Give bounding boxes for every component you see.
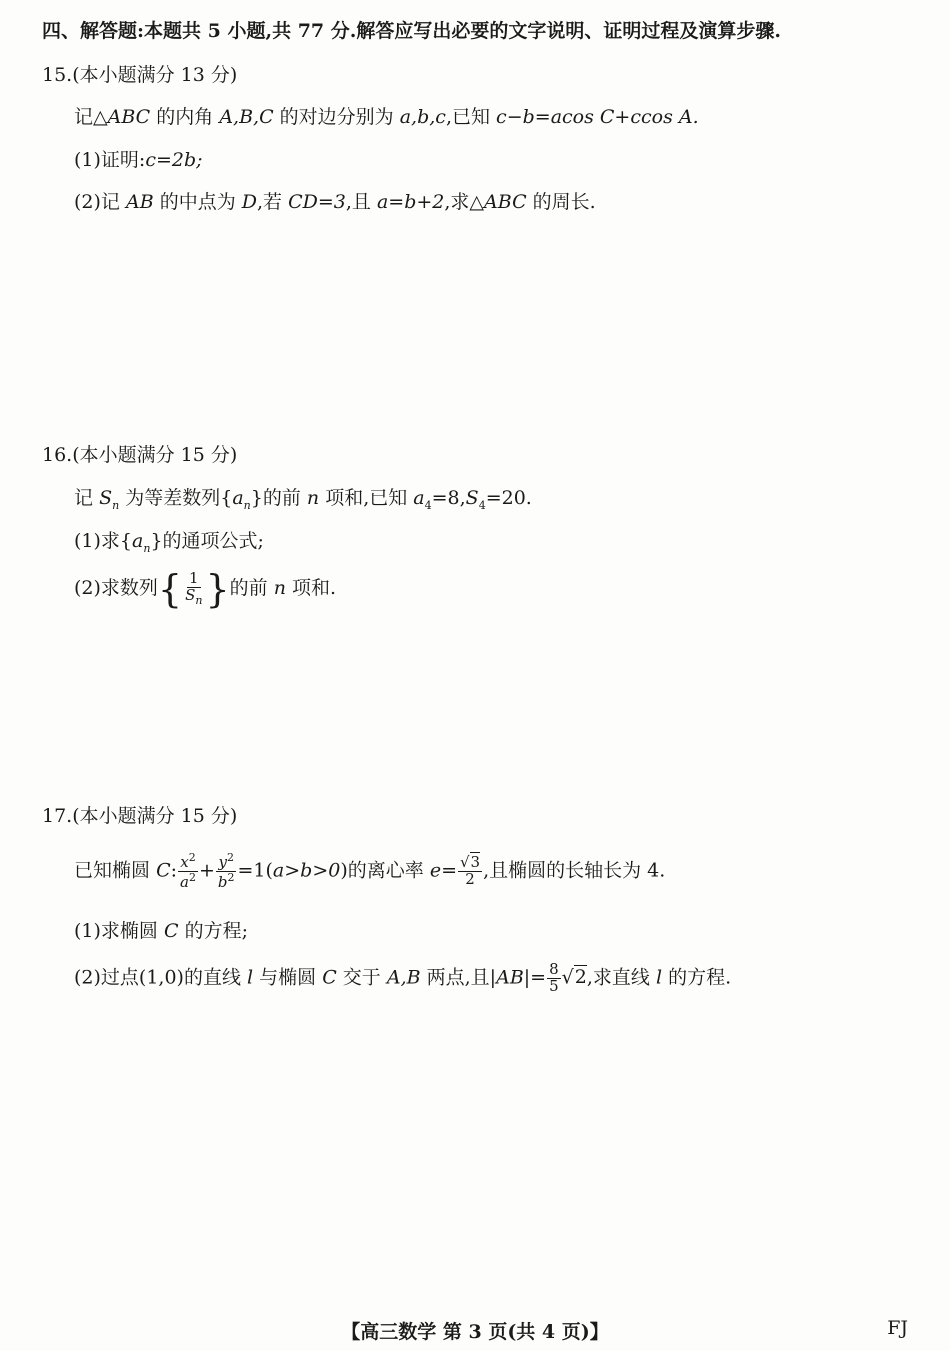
q16-title: 16.(本小题满分 15 分) [42, 444, 238, 466]
section-header: 四、解答题:本题共 5 小题,共 77 分.解答应写出必要的文字说明、证明过程及演算步骤. [42, 20, 781, 42]
fraction-x2-over-a2: $\frac{x^2}{a^2}$ [180, 851, 196, 891]
q17-part1: (1)求椭圆 C 的方程; [74, 920, 248, 942]
q15-title: 15.(本小题满分 13 分) [42, 64, 238, 86]
q17-stem: 已知椭圆 C: $\frac{x^2}{a^2}$ + $\frac{y^2}{b^2}$ =1(a>b>0)的离心率 e= $\frac{√3}{2}$ ,且椭圆的长轴长为 4. [74, 851, 666, 891]
q16-part2: (2)求数列{ $\frac{1}{S_n}$ }的前 n 项和. [74, 567, 337, 611]
fraction-1-over-sn: $\frac{1}{S_n}$ [185, 569, 203, 608]
footer-code: FJ [887, 1317, 908, 1339]
q15-stem: 记△ABC 的内角 A,B,C 的对边分别为 a,b,c,已知 c−b=acos C+ccos A. [74, 106, 699, 128]
footer-page-info: 【高三数学 第 3 页(共 4 页)】 [341, 1321, 609, 1343]
q15-part1: (1)证明:c=2b; [74, 149, 203, 171]
q16-part1: (1)求$\{a_n\}$的通项公式; [74, 530, 264, 555]
fraction-sqrt3-over-2: $\frac{√3}{2}$ [459, 853, 481, 888]
q15-part2: (2)记 AB 的中点为 D,若 CD=3,且 a=b+2,求△ABC 的周长. [74, 191, 596, 213]
fraction-y2-over-b2: $\frac{y^2}{b^2}$ [217, 851, 235, 891]
q16-stem: 记 $S_n$ 为等差数列$\{a_n\}$的前 n 项和,已知 $a_4=8,S_4=20$. [74, 487, 532, 512]
q17-part2: (2)过点(1,0)的直线 l 与椭圆 C 交于 A,B 两点,且|AB|= $\frac{8}{5}$ √2,求直线 l 的方程. [74, 960, 732, 995]
q17-title: 17.(本小题满分 15 分) [42, 805, 238, 827]
fraction-8-over-5: $\frac{8}{5}$ [549, 960, 559, 995]
